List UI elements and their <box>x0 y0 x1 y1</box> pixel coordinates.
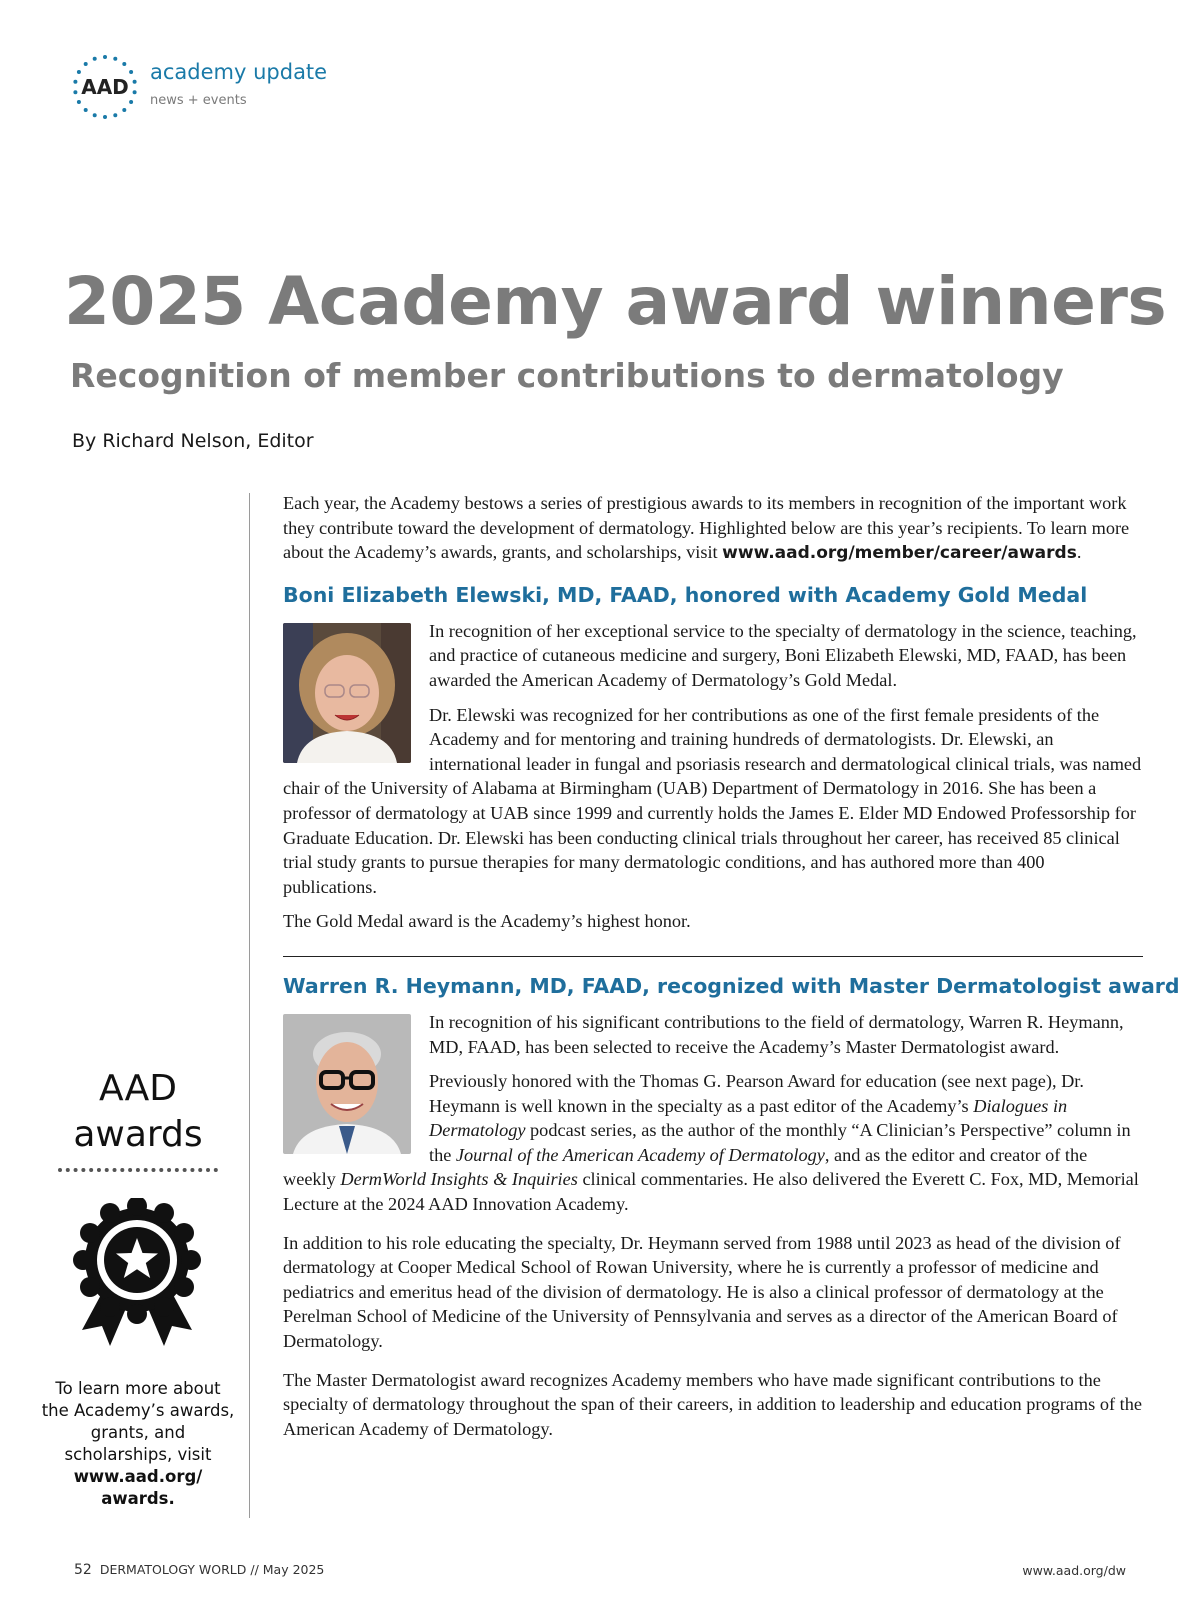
elewski-paragraph-3: The Gold Medal award is the Academy’s highest honor. <box>283 911 691 932</box>
heymann-paragraph-4: The Master Dermatologist award recognizes Academy members who have made significant contributions to the specialty of dermatology throughout the span of their careers, in addition to leadership and education programs of the American Academy of Dermatology. <box>283 1369 1142 1439</box>
byline: By Richard Nelson, Editor <box>72 430 314 452</box>
elewski-paragraph-1: In recognition of her exceptional service to the specialty of dermatology in the science, teaching, and practice of cutaneous medicine and surgery, Boni Elizabeth Elewski, MD, FAAD, has been awarded the American Academy of Dermatology’s Gold Medal. <box>429 620 1137 690</box>
logo-text: AAD <box>81 75 129 99</box>
section-heading-heymann: Warren R. Heymann, MD, FAAD, recognized with Master Dermatologist award <box>283 973 1180 998</box>
page-subtitle: Recognition of member contributions to dermatology <box>70 356 1064 395</box>
page-number: 52 <box>74 1562 92 1578</box>
photo-heymann <box>283 1014 411 1154</box>
sidebar-note-text: To learn more about the Academy’s awards, grants, and scholarships, visit <box>41 1379 235 1464</box>
heymann-p2-text-d: clinical commentaries. He also delivered the Everett C. Fox, MD, Memorial Lecture at the 2024 AAD Innovation Academy. <box>283 1169 1139 1215</box>
heymann-paragraph-2 <box>283 1069 1143 1217</box>
intro-paragraph <box>283 491 1143 566</box>
sidebar-dotted-divider <box>58 1168 218 1172</box>
heymann-paragraph-1: In recognition of his significant contributions to the field of dermatology, Warren R. Heymann, MD, FAAD, has been selected to receive the Academy’s Master Dermatologist award. <box>429 1011 1124 1057</box>
column-divider <box>249 493 250 1518</box>
article-body <box>283 491 1180 1451</box>
brand-subtitle: news + events <box>150 93 247 108</box>
intro-text: Each year, the Academy bestows a series of prestigious awards to its members in recognition of the important work they contribute toward the development of dermatology. Highlighted below are this year’s recipients. To learn more about the Academy’s awards, grants, and scholarships, visit <box>283 493 1130 563</box>
sidebar-title-line2: awards <box>73 1114 203 1155</box>
heymann-paragraph-3: In addition to his role educating the specialty, Dr. Heymann served from 1988 until 2023 as head of the division of dermatology at Cooper Medical School of Rowan University, where he is currently a professor of medicine and pediatrics and emeritus head of the division of dermatology. He is also a clinical professor of dermatology at the Perelman School of Medicine of the University of Pennsylvania and serves as a director of the American Board of Dermatology. <box>283 1232 1121 1352</box>
sidebar-title <box>40 1066 236 1158</box>
award-ribbon-icon <box>72 1198 202 1354</box>
footer-url[interactable]: www.aad.org/dw <box>1022 1563 1126 1578</box>
sidebar-link-line1[interactable]: www.aad.org/ <box>73 1467 203 1486</box>
heymann-p2-italic-2: Journal of the American Academy of Dermatology <box>455 1144 825 1165</box>
aad-logo <box>72 54 138 120</box>
footer-publication: DERMATOLOGY WORLD // May 2025 <box>99 1562 325 1577</box>
heymann-p2-italic-3: DermWorld Insights & Inquiries <box>340 1169 578 1190</box>
heymann-p2-text-a: Previously honored with the Thomas G. Pearson Award for education (see next page), Dr. Heymann is well known in the specialty as a past editor of the Academy’s <box>429 1071 1084 1116</box>
heymann-p2-italic-1: Dialogues in Dermatology <box>429 1095 1068 1141</box>
sidebar-link-line2[interactable]: awards. <box>101 1489 175 1508</box>
sidebar-title-line1: AAD <box>99 1068 177 1109</box>
section-divider <box>283 956 1143 957</box>
footer-left <box>74 1562 324 1578</box>
photo-elewski <box>283 623 411 763</box>
intro-end: . <box>1076 542 1082 563</box>
intro-link[interactable]: www.aad.org/member/career/awards <box>722 543 1077 564</box>
sidebar-note <box>40 1378 236 1510</box>
section-heading-elewski: Boni Elizabeth Elewski, MD, FAAD, honored with Academy Gold Medal <box>283 582 1088 607</box>
heymann-p2-text-c: , and as the editor and creator of the weekly <box>283 1144 1088 1190</box>
brand-title: academy update <box>150 60 328 84</box>
page-title: 2025 Academy award winners <box>64 263 1167 340</box>
heymann-p2-text-b: podcast series, as the author of the monthly “A Clinician’s Perspective” column in the <box>429 1120 1131 1165</box>
elewski-paragraph-2: Dr. Elewski was recognized for her contributions as one of the first female presidents of the Academy and for mentoring and training hundreds of dermatologists. Dr. Elewski, an international leader in fungal and psoriasis research and dermatological clinical trials, was named chair of the University of Alabama at Birmingham (UAB) Department of Dermatology in 2016. She has been a professor of dermatology at UAB since 1999 and currently holds the James E. Elder MD Endowed Professorship for Graduate Education. Dr. Elewski has been conducting clinical trials throughout her career, has received 85 clinical trial study grants to pursue therapies for many dermatologic conditions, and has authored more than 400 publications. <box>283 704 1142 897</box>
